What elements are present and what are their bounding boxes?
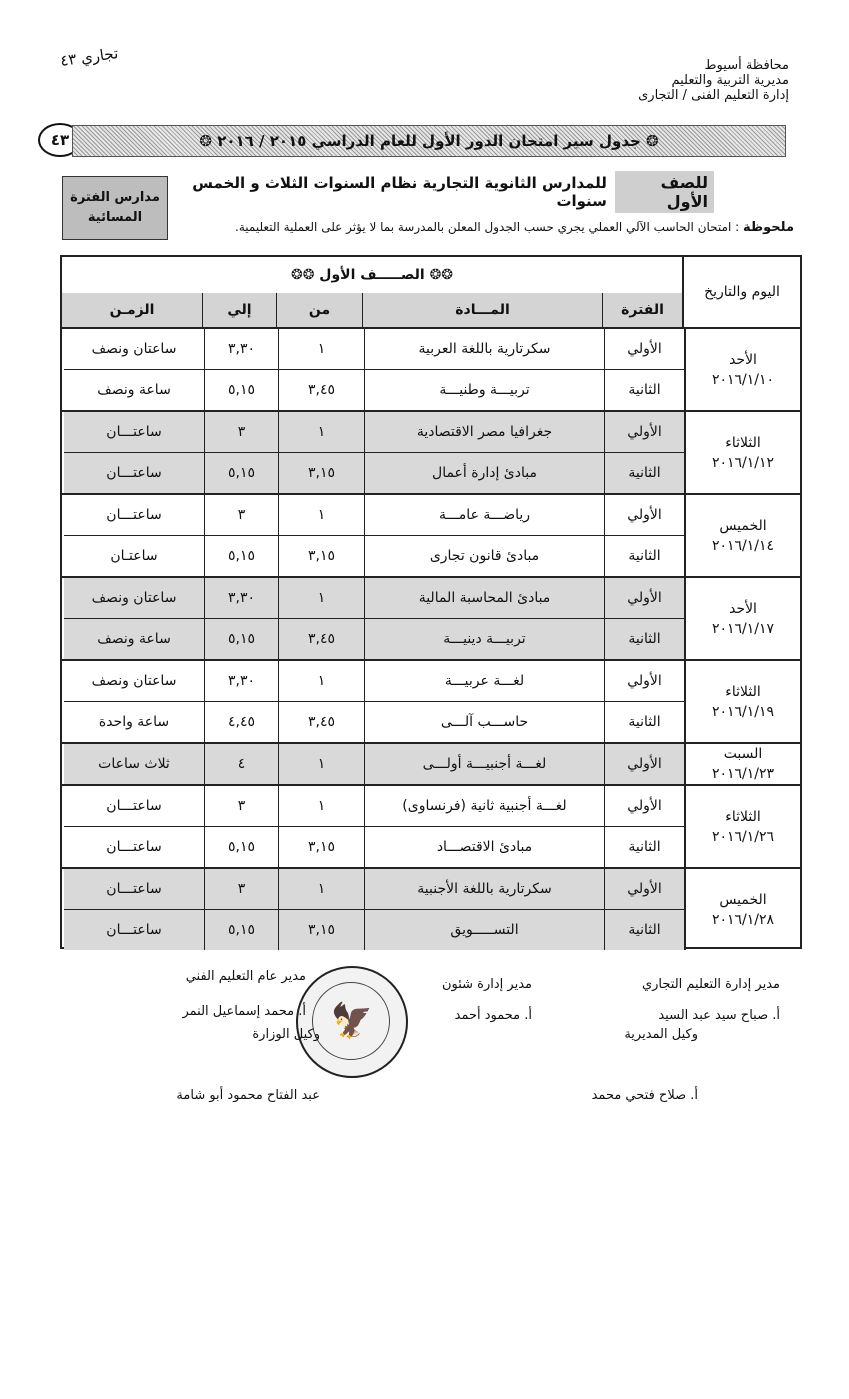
- day-block: [62, 742, 800, 784]
- cell-period: الأولي: [604, 578, 684, 618]
- page-number-badge: ٤٣: [38, 123, 82, 157]
- cell-duration: ساعتـان: [110, 548, 158, 564]
- cell-period: الأولي: [604, 495, 684, 535]
- cell-from: ٣,١٥: [278, 536, 364, 576]
- signature-name: أ. صباح سيد عبد السيد: [658, 1008, 780, 1023]
- signature-title: مدير عام التعليم الفني: [185, 969, 306, 984]
- cell-from: ٣,١٥: [278, 910, 364, 950]
- table-row: [64, 661, 684, 701]
- evening-schools-box: [62, 176, 168, 240]
- subtitle-text: للمدارس الثانوية التجارية نظام السنوات الثلاث و الخمس سنوات: [192, 174, 607, 210]
- handwritten-note: تجاري ٤٣: [59, 44, 120, 70]
- cell-from: ١: [278, 578, 364, 618]
- cell-period: الثانية: [604, 453, 684, 493]
- cell-duration: ساعة ونصف: [97, 631, 171, 647]
- signature-technical-director: [182, 969, 306, 1019]
- day-date: ٢٠١٦/١/١٠: [711, 371, 775, 388]
- grade-header: ❂❂ الصـــــف الأول ❂❂: [62, 257, 682, 294]
- cell-from: ١: [278, 744, 364, 784]
- day-block: [62, 410, 800, 493]
- day-block: [62, 329, 800, 410]
- cell-duration: ساعتـــان: [106, 507, 162, 523]
- signature-title: وكيل الوزارة: [252, 1027, 320, 1042]
- table-row: [64, 618, 684, 659]
- table-row: [64, 869, 684, 909]
- cell-from: ١: [278, 495, 364, 535]
- signature-commercial-director: [642, 977, 780, 1023]
- day-name: الأحد: [729, 600, 757, 617]
- cell-duration: ساعتـــان: [106, 922, 162, 938]
- cell-subject: تربيـــة دينيـــة: [364, 619, 604, 659]
- cell-period: الأولي: [604, 869, 684, 909]
- cell-subject: رياضـــة عامـــة: [364, 495, 604, 535]
- cell-duration: ساعتـــان: [106, 881, 162, 897]
- day-name: الخميس: [719, 517, 767, 534]
- cell-period: الثانية: [604, 536, 684, 576]
- header-line-directorate: مديرية التربية والتعليم: [671, 73, 789, 88]
- cell-period: الأولي: [604, 786, 684, 826]
- cell-to: ٤: [204, 744, 278, 784]
- cell-duration: ساعتان ونصف: [91, 590, 177, 606]
- cell-subject: سكرتارية باللغة العربية: [364, 329, 604, 369]
- cell-duration: ساعتـــان: [106, 839, 162, 855]
- header-period: الفترة: [602, 293, 682, 327]
- day-block: [62, 659, 800, 742]
- cell-from: ١: [278, 412, 364, 452]
- cell-subject: لغـــة عربيـــة: [364, 661, 604, 701]
- cell-to: ٣: [204, 786, 278, 826]
- day-date: ٢٠١٦/١/٢٦: [711, 828, 775, 845]
- cell-subject: حاســـب آلـــى: [364, 702, 604, 742]
- table-row: [64, 578, 684, 618]
- table-row: [64, 412, 684, 452]
- cell-duration: ثلاث ساعات: [98, 756, 170, 772]
- table-row: [64, 329, 684, 369]
- table-body: [62, 329, 800, 950]
- cell-from: ٣,٤٥: [278, 619, 364, 659]
- signature-title: وكيل المديرية: [624, 1027, 698, 1042]
- header-line-department: إدارة التعليم الفنى / التجارى: [638, 88, 789, 103]
- cell-to: ٥,١٥: [204, 619, 278, 659]
- cell-from: ٣,١٥: [278, 827, 364, 867]
- day-block: [62, 493, 800, 576]
- day-date-cell: [684, 869, 800, 950]
- table-row: [64, 535, 684, 576]
- cell-to: ٣,٣٠: [204, 578, 278, 618]
- signature-directorate-deputy: [592, 1027, 698, 1103]
- document-title: ❂ جدول سير امتحان الدور الأول للعام الدراسي ٢٠١٥ / ٢٠١٦ ❂: [72, 125, 786, 157]
- cell-period: الأولي: [604, 329, 684, 369]
- cell-duration: ساعتـــان: [106, 424, 162, 440]
- cell-period: الأولي: [604, 412, 684, 452]
- day-date: ٢٠١٦/١/١٢: [711, 454, 775, 471]
- header-line-governorate: محافظة أسيوط: [704, 58, 789, 73]
- day-block: [62, 784, 800, 867]
- cell-from: ١: [278, 786, 364, 826]
- table-row: [64, 452, 684, 493]
- cell-subject: تربيـــة وطنيـــة: [364, 370, 604, 410]
- evening-box-line2: المسائية: [87, 210, 143, 225]
- cell-period: الثانية: [604, 619, 684, 659]
- cell-from: ٣,١٥: [278, 453, 364, 493]
- cell-subject: جغرافيا مصر الاقتصادية: [364, 412, 604, 452]
- cell-period: الثانية: [604, 910, 684, 950]
- signature-name: أ. صلاح فتحي محمد: [591, 1088, 698, 1103]
- cell-from: ١: [278, 329, 364, 369]
- cell-from: ٣,٤٥: [278, 370, 364, 410]
- grade-label: للصف الأول: [615, 171, 714, 213]
- cell-duration: ساعتـــان: [106, 465, 162, 481]
- header-duration: الزمـن: [109, 302, 155, 318]
- cell-to: ٥,١٥: [204, 453, 278, 493]
- cell-from: ١: [278, 661, 364, 701]
- cell-duration: ساعتان ونصف: [91, 673, 177, 689]
- evening-box-line1: مدارس الفترة: [70, 190, 160, 205]
- cell-subject: سكرتارية باللغة الأجنبية: [364, 869, 604, 909]
- signature-name: أ. محمد إسماعيل النمر: [182, 1004, 306, 1019]
- cell-period: الثانية: [604, 370, 684, 410]
- day-block: [62, 576, 800, 659]
- cell-subject: لغـــة أجنبية ثانية (فرنساوى): [364, 786, 604, 826]
- day-date: ٢٠١٦/١/١٩: [711, 703, 775, 720]
- cell-subject: مبادئ قانون تجارى: [364, 536, 604, 576]
- cell-to: ٣: [204, 412, 278, 452]
- header-subject: المـــادة: [362, 293, 602, 327]
- day-name: الثلاثاء: [725, 434, 761, 451]
- signature-title: مدير إدارة شئون: [441, 977, 532, 992]
- signature-title: مدير إدارة التعليم التجاري: [641, 977, 780, 992]
- table-header: [62, 257, 800, 329]
- date-column-header: اليوم والتاريخ: [682, 257, 800, 327]
- cell-duration: ساعة ونصف: [97, 382, 171, 398]
- table-row: [64, 786, 684, 826]
- table-row: [64, 701, 684, 742]
- cell-period: الثانية: [604, 702, 684, 742]
- signature-ministry-deputy: [176, 1027, 320, 1103]
- document-header: [529, 58, 789, 103]
- exam-schedule-table: [60, 255, 802, 949]
- table-row: [64, 909, 684, 950]
- day-date-cell: [684, 495, 800, 576]
- signature-name: أ. محمود أحمد: [454, 1008, 532, 1023]
- signatures-block: [60, 965, 790, 1135]
- day-date-cell: [684, 578, 800, 659]
- cell-to: ٥,١٥: [204, 536, 278, 576]
- day-name: الأحد: [729, 351, 757, 368]
- cell-to: ٣,٣٠: [204, 329, 278, 369]
- cell-duration: ساعتان ونصف: [91, 341, 177, 357]
- subtitle: [172, 173, 714, 211]
- cell-to: ٥,١٥: [204, 827, 278, 867]
- column-headers: [62, 293, 682, 327]
- cell-subject: مبادئ إدارة أعمال: [364, 453, 604, 493]
- cell-duration: ساعتـــان: [106, 798, 162, 814]
- cell-to: ٥,١٥: [204, 370, 278, 410]
- day-name: الخميس: [719, 891, 767, 908]
- day-date-cell: [684, 329, 800, 410]
- cell-subject: مبادئ الاقتصـــاد: [364, 827, 604, 867]
- day-date-cell: [684, 661, 800, 742]
- cell-subject: مبادئ المحاسبة المالية: [364, 578, 604, 618]
- day-name: الثلاثاء: [725, 808, 761, 825]
- cell-subject: لغـــة أجنبيـــة أولـــى: [364, 744, 604, 784]
- table-row: [64, 826, 684, 867]
- day-date: ٢٠١٦/١/٢٣: [711, 766, 775, 782]
- cell-duration: ساعة واحدة: [98, 714, 170, 730]
- header-to: إلي: [202, 293, 276, 327]
- cell-to: ٣: [204, 495, 278, 535]
- cell-from: ١: [278, 869, 364, 909]
- cell-to: ٣: [204, 869, 278, 909]
- cell-to: ٥,١٥: [204, 910, 278, 950]
- day-block: [62, 867, 800, 950]
- cell-period: الأولي: [604, 661, 684, 701]
- table-row: [64, 369, 684, 410]
- cell-period: الأولي: [604, 744, 684, 784]
- eagle-emblem-icon: 🦅: [330, 1001, 374, 1041]
- table-row: [64, 744, 684, 784]
- cell-subject: التســـــويق: [364, 910, 604, 950]
- day-date-cell: [684, 786, 800, 867]
- day-name: الثلاثاء: [725, 683, 761, 700]
- signature-affairs-director: [442, 977, 532, 1023]
- note-label: ملحوظة: [742, 220, 794, 235]
- cell-from: ٣,٤٥: [278, 702, 364, 742]
- note-text: : امتحان الحاسب الآلي العملي يجري حسب الجدول المعلن بالمدرسة بما لا يؤثر على العملية التعليمية.: [235, 220, 740, 234]
- table-row: [64, 495, 684, 535]
- day-name: السبت: [723, 746, 763, 762]
- header-from: من: [276, 293, 362, 327]
- note: [172, 220, 794, 235]
- day-date-cell: [684, 412, 800, 493]
- day-date: ٢٠١٦/١/١٤: [711, 537, 775, 554]
- cell-to: ٣,٣٠: [204, 661, 278, 701]
- day-date-cell: [684, 744, 800, 784]
- day-date: ٢٠١٦/١/٢٨: [711, 911, 775, 928]
- cell-period: الثانية: [604, 827, 684, 867]
- day-date: ٢٠١٦/١/١٧: [711, 620, 775, 637]
- cell-to: ٤,٤٥: [204, 702, 278, 742]
- signature-name: عبد الفتاح محمود أبو شامة: [176, 1088, 320, 1103]
